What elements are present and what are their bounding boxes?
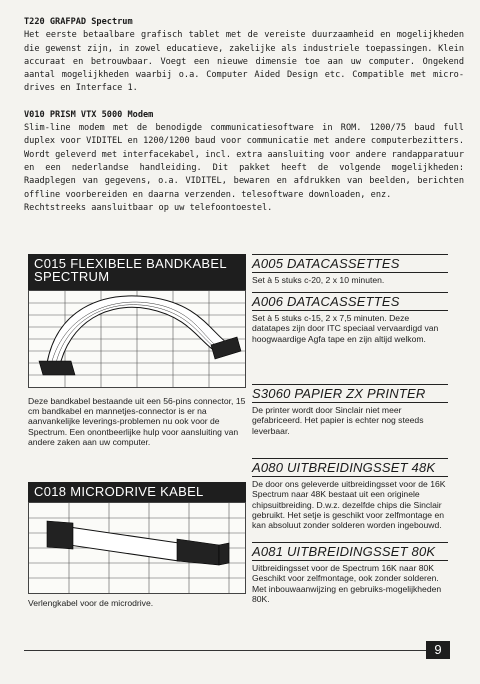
product-header-c015	[28, 254, 246, 290]
product-desc-c015: Deze bandkabel bestaande uit een 56-pins connector, 15 cm bandkabel en mannetjes-connector is er na aanvankelijke leverings-problemen nu ook voor de Spectrum. Een onontbeerlijke hulp voor aansluiting van andere zaken aan uw computer.	[28, 396, 246, 447]
product-title-v010: V010 PRISM VTX 5000 Modem	[24, 109, 154, 120]
product-title-s3060: S3060 PAPIER ZX PRINTER	[252, 384, 448, 403]
product-extra-v010: Rechtstreeks aansluitbaar op uw telefoontoestel.	[24, 202, 273, 213]
page-number: 9	[426, 641, 450, 659]
product-s3060	[252, 384, 448, 436]
product-title-a005: A005 DATACASSETTES	[252, 254, 448, 273]
microdrive-cable-illustration	[28, 502, 246, 594]
product-title-c015-line2: SPECTRUM	[34, 269, 110, 284]
product-body-t220: Het eerste betaalbare grafisch tablet met de vereiste duurzaamheid en mogelijkheden die gewenst zijn, in zowel educatieve, zakelijke als industriele toepassingen. Klein accuraat en betrouwbaar. Voegt een nieuwe dimensie toe aan uw computer. Ongekend aantal mogelijkheden waarbij o.a. Computer Aided Design etc. Compatible met micro-drives en Interface 1.	[24, 30, 464, 94]
footer-rule	[24, 650, 444, 651]
product-body-a006: Set à 5 stuks c-15, 2 x 7,5 minuten. Deze datatapes zijn door ITC speciaal vervaardigd van hoogwaardige Agfa tape en zijn altijd welkom.	[252, 313, 439, 344]
product-a080	[252, 458, 448, 530]
product-body-s3060: De printer wordt door Sinclair niet meer gefabriceerd. Het papier is echter nog steeds leverbaar.	[252, 405, 424, 436]
product-title-a006: A006 DATACASSETTES	[252, 292, 448, 311]
product-title-c018: C018 MICRODRIVE KABEL	[34, 484, 204, 499]
product-title-c015-line1: C015 FLEXIBELE BANDKABEL	[34, 256, 227, 271]
product-title-a080: A080 UITBREIDINGSSET 48K	[252, 458, 448, 477]
product-a081	[252, 542, 448, 604]
intro-text	[24, 16, 464, 215]
product-title-a081: A081 UITBREIDINGSSET 80K	[252, 542, 448, 561]
product-title-t220: T220 GRAFPAD Spectrum	[24, 17, 133, 27]
product-body-a081: Uitbreidingsset voor de Spectrum 16K naar 80K Geschikt voor zelfmontage, ook zonder solderen. Met inbouwaanwijzing en gebruiks-mogelijkheden 80K.	[252, 563, 442, 604]
product-desc-c018: Verlengkabel voor de microdrive.	[28, 598, 154, 608]
product-a005	[252, 254, 448, 285]
product-a006	[252, 292, 448, 344]
product-body-a005: Set à 5 stuks c-20, 2 x 10 minuten.	[252, 275, 385, 285]
ribbon-cable-illustration	[28, 290, 246, 388]
product-header-c018	[28, 482, 246, 502]
product-body-a080: De door ons geleverde uitbreidingsset voor de 16K Spectrum naar 48K bestaat uit een originele chipsuitbreiding. D.w.z. dezelfde chips die Sinclair gebruikt. Het setje is geschikt voor zelfmontage en kan absoluut zonder solderen worden ingebouwd.	[252, 479, 446, 531]
product-body-v010: Slim-line modem met de benodigde communicatiesoftware in ROM. 1200/75 baud full duplex voor VIDITEL en 1200/1200 baud voor communicatie met andere computerbezitters. Wordt geleverd met interfacekabel, incl. extra aansluiting voor andere randapparatuur en een nederlandse handleiding. Dit pakket heeft de volgende mogelijkheden: Raadplegen van gegevens, o.a. VIDITEL, bewaren en afdrukken van beelden, berichten offline voorbereiden en daarna verzenden. telesoftware downloaden, enz.	[24, 123, 464, 200]
